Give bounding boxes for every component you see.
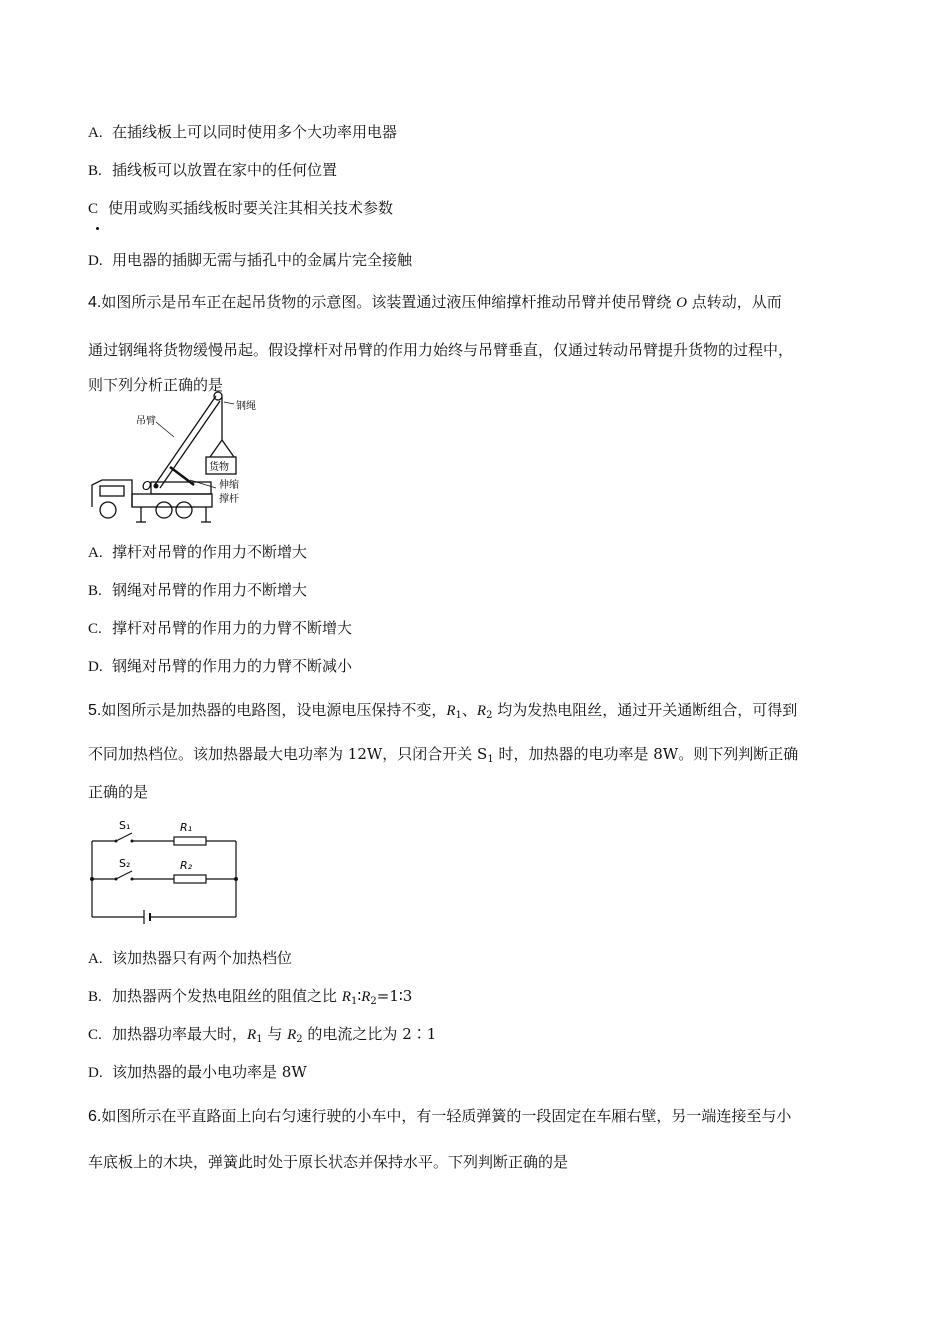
- switch-contact: [115, 878, 118, 881]
- leader-line: [224, 402, 234, 404]
- label-s1: S₁: [119, 819, 131, 832]
- label-s2: S₂: [119, 857, 131, 870]
- junction: [90, 877, 94, 881]
- option-letter: C.: [88, 621, 102, 637]
- label-rod-2: 撑杆: [219, 494, 239, 505]
- option-text: 与: [262, 1025, 288, 1043]
- subscript: 1: [256, 1034, 263, 1045]
- subscript: 2: [370, 996, 377, 1007]
- q5-option-a: [88, 948, 292, 969]
- wheel: [156, 502, 172, 518]
- var-r: R: [287, 1027, 297, 1043]
- q4-stem-line2: 通过钢绳将货物缓慢吊起。假设撑杆对吊臂的作用力始终与吊臂垂直，仅通过转动吊臂提升货物的过程中，: [88, 341, 794, 359]
- option-text: 加热器两个发热电阻丝的阻值之比: [112, 987, 342, 1005]
- point-label: O: [676, 295, 687, 311]
- stem-text: 均为发热电阻丝，通过开关通断组合，可得到: [492, 701, 798, 719]
- question-number: 6.: [88, 1108, 102, 1125]
- subscript: 1: [487, 754, 494, 765]
- q4-option-c: [88, 618, 352, 639]
- label-r1: R₁: [180, 821, 193, 834]
- q4-option-d: [88, 656, 352, 677]
- q5-option-c: [88, 1024, 436, 1050]
- option-text: 在插线板上可以同时使用多个大功率用电器: [112, 123, 398, 141]
- switch-s1: [116, 833, 132, 841]
- question-number: 4.: [88, 294, 102, 311]
- label-rod-1: 伸缩: [219, 480, 239, 491]
- option-letter: A.: [88, 545, 103, 561]
- resistor-r1: [174, 837, 206, 845]
- option-text: 的电流之比为 2∶1: [302, 1025, 437, 1043]
- option-letter: B.: [88, 989, 102, 1005]
- option-text: 撑杆对吊臂的作用力不断增大: [112, 543, 308, 561]
- option-text: 撑杆对吊臂的作用力的力臂不断增大: [112, 619, 353, 637]
- option-letter: B.: [88, 163, 102, 179]
- option-text: 该加热器的最小电功率是 8W: [112, 1063, 307, 1081]
- q4-stem-line3: 则下列分析正确的是: [88, 376, 224, 394]
- circuit-figure: [86, 815, 246, 925]
- label-r2: R₂: [180, 859, 193, 872]
- q4-option-b: [88, 580, 307, 601]
- subscript: 1: [455, 710, 462, 721]
- wheel: [100, 502, 116, 518]
- option-letter: B.: [88, 583, 102, 599]
- option-letter: C: [88, 201, 99, 217]
- q4-option-a: [88, 542, 307, 563]
- option-text: 使用或购买插线板时要关注其相关技术参数: [108, 199, 394, 217]
- q6-stem-line1: [88, 1106, 791, 1127]
- question-number: 5.: [88, 702, 102, 719]
- stray-dot: [96, 227, 99, 230]
- stem-text: 时，加热器的电功率是 8W。则下列判断正确: [493, 745, 799, 763]
- q5-option-b: [88, 986, 412, 1012]
- subscript: 1: [350, 996, 358, 1007]
- q4-stem-line1: [88, 292, 782, 313]
- option-letter: C.: [88, 1027, 102, 1043]
- pivot-point: [154, 484, 159, 489]
- var-r: R: [446, 703, 456, 719]
- subscript: 2: [296, 1034, 303, 1045]
- stem-text: 点转动，从而: [686, 293, 782, 311]
- q3-option-a: [88, 122, 397, 143]
- var-r: R: [341, 989, 351, 1005]
- q5-stem-line1: [88, 700, 797, 726]
- stem-text: 如图所示是吊车正在起吊货物的示意图。该装置通过液压伸缩撑杆推动吊臂并使吊臂绕: [101, 293, 677, 311]
- option-letter: A.: [88, 125, 103, 141]
- ratio-sign: ∶: [357, 987, 362, 1005]
- q3-option-d: [88, 250, 412, 271]
- switch-contact: [131, 840, 134, 843]
- label-arm: 吊臂: [136, 416, 156, 427]
- boom-line: [154, 396, 216, 486]
- option-letter: D.: [88, 659, 103, 675]
- stem-text: 如图所示在平直路面上向右匀速行驶的小车中，有一轻质弹簧的一段固定在车厢右壁，另一端连接至与小: [101, 1107, 792, 1125]
- option-text: 加热器功率最大时，: [112, 1025, 248, 1043]
- var-r: R: [476, 703, 487, 719]
- option-text: 用电器的插脚无需与插孔中的金属片完全接触: [112, 251, 413, 269]
- pulley: [214, 392, 222, 400]
- option-text: 插线板可以放置在家中的任何位置: [112, 161, 338, 179]
- subscript: 2: [486, 710, 493, 721]
- cab-window: [100, 486, 124, 496]
- wheel: [176, 502, 192, 518]
- chassis: [132, 494, 212, 507]
- q5-option-d: [88, 1062, 307, 1083]
- q5-stem-line2: [88, 744, 798, 770]
- stem-text: 如图所示是加热器的电路图，设电源电压保持不变，: [101, 701, 447, 719]
- leader-line: [156, 422, 174, 437]
- separator: 、: [461, 701, 477, 719]
- q5-stem-line3: 正确的是: [88, 783, 149, 801]
- label-cargo: 货物: [209, 462, 229, 473]
- var-r: R: [247, 1027, 257, 1043]
- option-letter: D.: [88, 1065, 103, 1081]
- stem-text: 不同加热档位。该加热器最大电功率为 12W，只闭合开关 S: [88, 745, 488, 763]
- label-rope: 钢绳: [236, 401, 256, 412]
- option-text: 钢绳对吊臂的作用力的力臂不断减小: [112, 657, 353, 675]
- option-text: =1∶3: [376, 987, 413, 1005]
- rope: [210, 440, 222, 457]
- boom-line: [160, 401, 220, 488]
- q3-option-b: [88, 160, 337, 181]
- option-text: 钢绳对吊臂的作用力不断增大: [112, 581, 308, 599]
- option-letter: D.: [88, 253, 103, 269]
- junction: [234, 877, 238, 881]
- crane-figure: [86, 382, 276, 524]
- option-letter: A.: [88, 951, 103, 967]
- switch-s2: [116, 871, 132, 879]
- switch-contact: [131, 878, 134, 881]
- rope: [222, 440, 234, 457]
- option-text: 该加热器只有两个加热档位: [112, 949, 293, 967]
- q6-stem-line2: 车底板上的木块，弹簧此时处于原长状态并保持水平。下列判断正确的是: [88, 1153, 569, 1171]
- q3-option-c: [88, 198, 393, 219]
- resistor-r2: [174, 875, 206, 883]
- switch-contact: [115, 840, 118, 843]
- var-r: R: [361, 989, 371, 1005]
- label-o: O: [142, 479, 152, 493]
